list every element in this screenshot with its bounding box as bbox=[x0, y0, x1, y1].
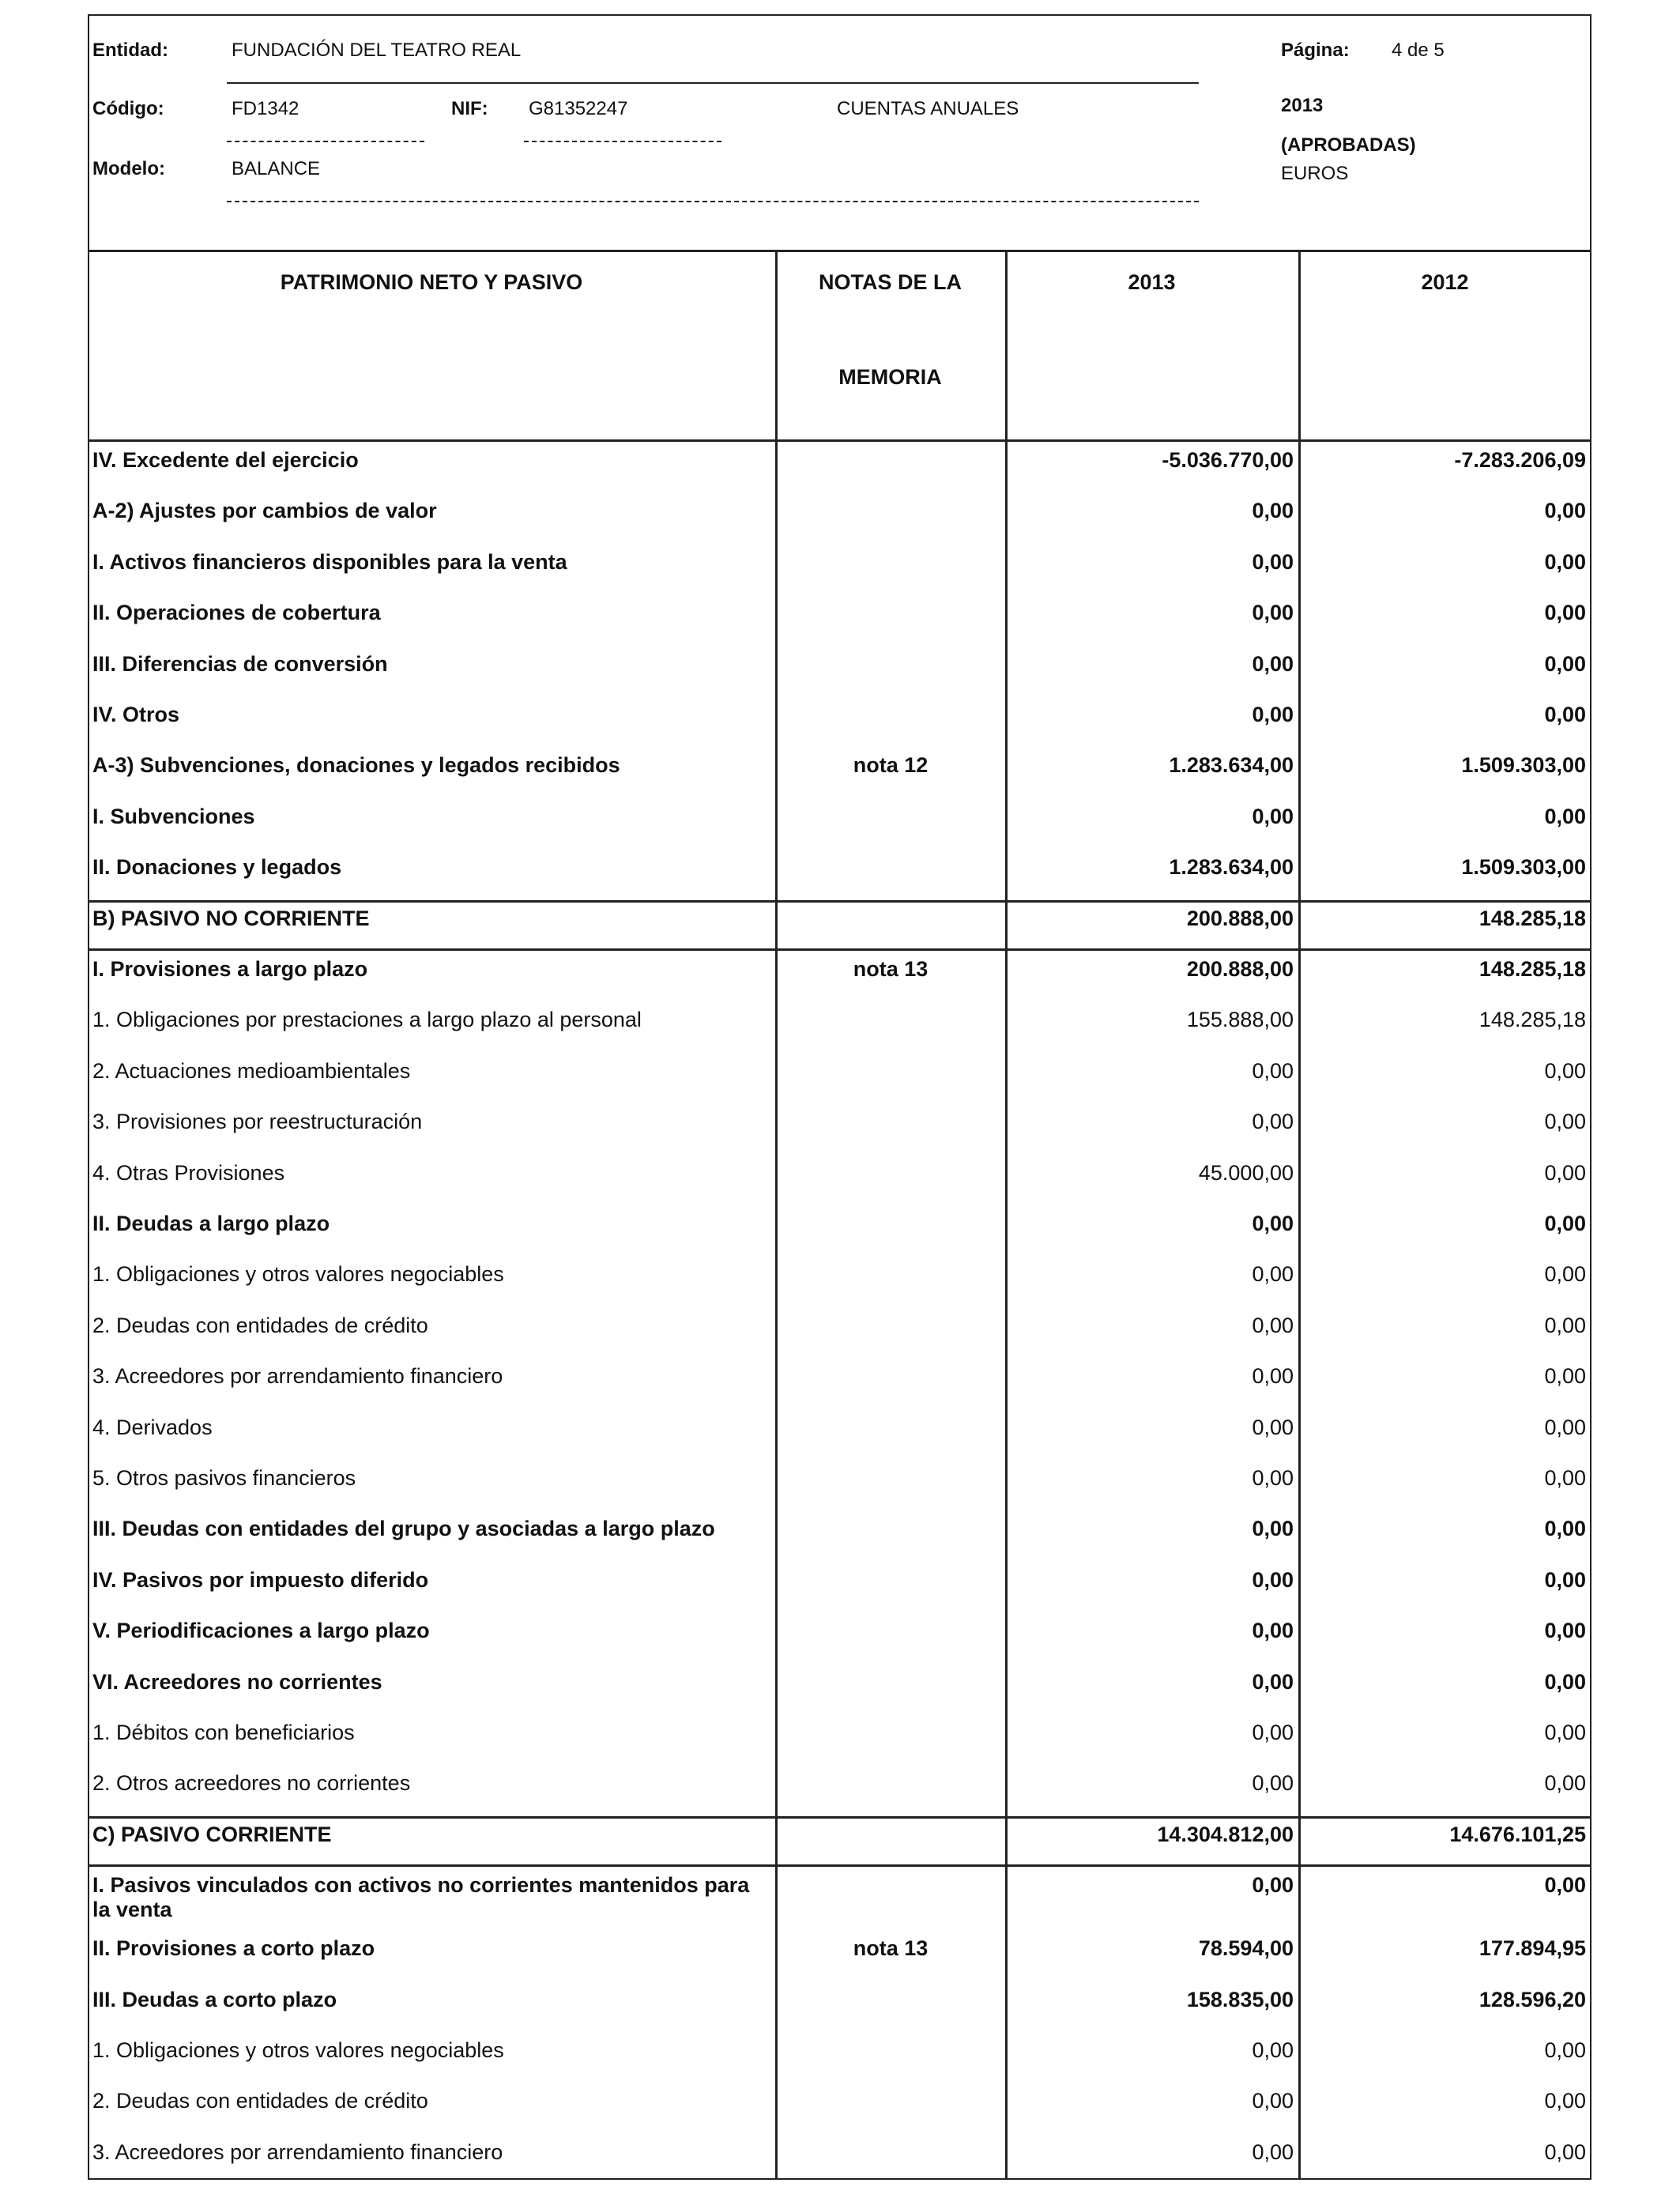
row-value-2012: 0,00 bbox=[1544, 2038, 1586, 2062]
table-row bbox=[88, 1205, 1591, 1256]
table-row bbox=[88, 2134, 1591, 2185]
row-value-2012: 0,00 bbox=[1544, 1669, 1586, 1694]
row-label: 2. Otros acreedores no corrientes bbox=[92, 1771, 411, 1796]
table-row bbox=[88, 1510, 1591, 1561]
table-row bbox=[88, 1612, 1591, 1663]
table-row bbox=[88, 1001, 1591, 1052]
row-value-2012: 177.894,95 bbox=[1478, 1936, 1586, 1961]
row-value-2012: 0,00 bbox=[1544, 804, 1586, 828]
row-label: C) PASIVO CORRIENTE bbox=[92, 1822, 332, 1846]
row-value-2012: 0,00 bbox=[1544, 2139, 1586, 2164]
row-note: nota 12 bbox=[853, 753, 929, 778]
row-label: A-3) Subvenciones, donaciones y legados recibidos bbox=[92, 753, 620, 778]
row-label: 3. Provisiones por reestructuración bbox=[92, 1110, 423, 1134]
row-label: 1. Obligaciones y otros valores negociables bbox=[92, 1262, 504, 1287]
row-label: IV. Pasivos por impuesto diferido bbox=[92, 1567, 429, 1592]
row-label: 3. Acreedores por arrendamiento financiero bbox=[92, 2139, 503, 2164]
table-row bbox=[88, 798, 1591, 849]
row-value-2012: 128.596,20 bbox=[1478, 1987, 1586, 2011]
table-row bbox=[88, 2083, 1591, 2133]
row-value-2013: 200.888,00 bbox=[1186, 906, 1294, 930]
table-row bbox=[88, 747, 1591, 797]
row-value-2013: 0,00 bbox=[1252, 2038, 1294, 2062]
entidad-value: FUNDACIÓN DEL TEATRO REAL bbox=[232, 40, 522, 61]
row-value-2013: 0,00 bbox=[1252, 1619, 1294, 1643]
row-value-2013: 0,00 bbox=[1252, 1721, 1294, 1744]
row-label: IV. Excedente del ejercicio bbox=[92, 448, 359, 472]
row-value-2013: 0,00 bbox=[1252, 703, 1294, 726]
row-label: II. Deudas a largo plazo bbox=[92, 1212, 330, 1235]
row-value-2012: 0,00 bbox=[1544, 499, 1586, 523]
table-row bbox=[88, 1409, 1591, 1460]
aprobadas-label: (APROBADAS) bbox=[1281, 134, 1416, 156]
modelo-label: Modelo: bbox=[92, 158, 165, 179]
table-row bbox=[88, 1256, 1591, 1306]
row-label: 3. Acreedores por arrendamiento financiero bbox=[92, 1364, 503, 1389]
table-row bbox=[88, 1562, 1591, 1612]
row-value-2012: 0,00 bbox=[1544, 1058, 1586, 1083]
row-value-2013: 14.304.812,00 bbox=[1157, 1822, 1294, 1846]
row-value-2012: 148.285,18 bbox=[1478, 906, 1586, 930]
row-value-2013: 0,00 bbox=[1252, 804, 1294, 828]
codigo-underline bbox=[227, 141, 424, 142]
row-value-2012: 0,00 bbox=[1544, 1110, 1586, 1134]
pagina-label: Página: bbox=[1281, 40, 1350, 61]
row-label: A-2) Ajustes por cambios de valor bbox=[92, 499, 437, 523]
row-value-2012: 1.509.303,00 bbox=[1461, 753, 1586, 778]
row-value-2013: 0,00 bbox=[1252, 549, 1294, 574]
table-row bbox=[88, 900, 1591, 951]
table-row bbox=[88, 1103, 1591, 1154]
row-label: IV. Otros bbox=[92, 703, 180, 726]
table-row bbox=[88, 544, 1591, 594]
row-label: 2. Deudas con entidades de crédito bbox=[92, 2089, 428, 2113]
row-value-2013: 0,00 bbox=[1252, 1262, 1294, 1287]
row-label: II. Operaciones de cobertura bbox=[92, 601, 381, 625]
col-header-2012: 2012 bbox=[1421, 270, 1469, 294]
row-value-2012: 0,00 bbox=[1544, 1567, 1586, 1592]
row-value-2013: 0,00 bbox=[1252, 1313, 1294, 1337]
row-value-2013: 0,00 bbox=[1252, 1567, 1294, 1592]
row-note: nota 13 bbox=[853, 1936, 929, 1961]
row-label: III. Deudas a corto plazo bbox=[92, 1987, 337, 2011]
row-value-2012: 0,00 bbox=[1544, 601, 1586, 625]
table-row bbox=[88, 1867, 1591, 1930]
row-value-2013: 0,00 bbox=[1252, 1110, 1294, 1134]
row-value-2013: 0,00 bbox=[1252, 499, 1294, 523]
row-label: 2. Deudas con entidades de crédito bbox=[92, 1313, 428, 1337]
row-value-2012: 0,00 bbox=[1544, 1212, 1586, 1235]
row-value-2012: 0,00 bbox=[1544, 1262, 1586, 1287]
table-row bbox=[88, 1816, 1591, 1867]
row-value-2012: -7.283.206,09 bbox=[1454, 448, 1586, 472]
row-value-2013: 0,00 bbox=[1252, 1415, 1294, 1439]
table-row bbox=[88, 1930, 1591, 1981]
col-header-notes-line2: MEMORIA bbox=[838, 365, 942, 389]
table-row bbox=[88, 492, 1591, 543]
row-value-2012: 0,00 bbox=[1544, 549, 1586, 574]
row-value-2012: 0,00 bbox=[1544, 1415, 1586, 1439]
table-row bbox=[88, 1358, 1591, 1408]
table-row bbox=[88, 1460, 1591, 1510]
entidad-underline bbox=[227, 82, 1199, 84]
table-header bbox=[88, 251, 1591, 441]
row-value-2012: 0,00 bbox=[1544, 1873, 1586, 1898]
row-value-2012: 0,00 bbox=[1544, 1364, 1586, 1389]
row-label: III. Diferencias de conversión bbox=[92, 651, 388, 676]
row-value-2012: 148.285,18 bbox=[1478, 957, 1586, 981]
row-value-2013: 200.888,00 bbox=[1186, 957, 1294, 981]
row-value-2013: 0,00 bbox=[1252, 2089, 1294, 2113]
row-value-2013: 158.835,00 bbox=[1186, 1987, 1294, 2011]
table-row bbox=[88, 1714, 1591, 1765]
row-label: 1. Obligaciones y otros valores negociables bbox=[92, 2038, 504, 2062]
row-value-2013: -5.036.770,00 bbox=[1162, 448, 1294, 472]
nif-underline bbox=[524, 141, 721, 142]
row-value-2013: 0,00 bbox=[1252, 1771, 1294, 1796]
table-row bbox=[88, 1155, 1591, 1205]
row-label: B) PASIVO NO CORRIENTE bbox=[92, 906, 370, 930]
row-value-2013: 0,00 bbox=[1252, 1873, 1294, 1898]
row-value-2012: 0,00 bbox=[1544, 1619, 1586, 1643]
row-value-2013: 0,00 bbox=[1252, 2139, 1294, 2164]
row-label: III. Deudas con entidades del grupo y asociadas a largo plazo bbox=[92, 1517, 715, 1541]
row-label: 4. Derivados bbox=[92, 1415, 213, 1439]
currency-label: EUROS bbox=[1281, 163, 1349, 184]
row-label: 4. Otras Provisiones bbox=[92, 1160, 285, 1185]
modelo-underline bbox=[227, 201, 1199, 202]
row-value-2012: 0,00 bbox=[1544, 1517, 1586, 1541]
row-value-2013: 78.594,00 bbox=[1198, 1936, 1294, 1961]
nif-label: NIF: bbox=[451, 98, 488, 119]
row-value-2012: 0,00 bbox=[1544, 1313, 1586, 1337]
row-label: VI. Acreedores no corrientes bbox=[92, 1669, 382, 1694]
balance-sheet-page bbox=[88, 14, 1591, 2180]
table-row bbox=[88, 646, 1591, 696]
row-value-2013: 0,00 bbox=[1252, 1669, 1294, 1694]
row-note: nota 13 bbox=[853, 957, 929, 981]
col-header-notes-line1: NOTAS DE LA bbox=[819, 270, 962, 294]
codigo-label: Código: bbox=[92, 98, 164, 119]
row-value-2012: 0,00 bbox=[1544, 2089, 1586, 2113]
row-label: I. Provisiones a largo plazo bbox=[92, 957, 368, 981]
row-value-2012: 14.676.101,25 bbox=[1449, 1822, 1586, 1846]
row-label: I. Activos financieros disponibles para la venta bbox=[92, 549, 567, 574]
table-row bbox=[88, 442, 1591, 492]
row-label: 5. Otros pasivos financieros bbox=[92, 1466, 356, 1490]
row-value-2012: 0,00 bbox=[1544, 1160, 1586, 1185]
row-label: V. Periodificaciones a largo plazo bbox=[92, 1619, 430, 1643]
row-label: I. Subvenciones bbox=[92, 804, 255, 828]
entidad-label: Entidad: bbox=[92, 40, 168, 61]
table-row bbox=[88, 594, 1591, 645]
modelo-value: BALANCE bbox=[232, 158, 321, 179]
table-row bbox=[88, 951, 1591, 1001]
row-value-2012: 1.509.303,00 bbox=[1461, 855, 1586, 880]
row-label: II. Donaciones y legados bbox=[92, 855, 342, 880]
cuentas-anuales-label: CUENTAS ANUALES bbox=[837, 98, 1019, 119]
table-row bbox=[88, 2032, 1591, 2083]
row-value-2012: 0,00 bbox=[1544, 1771, 1586, 1796]
row-value-2012: 0,00 bbox=[1544, 703, 1586, 726]
row-value-2012: 0,00 bbox=[1544, 1466, 1586, 1490]
table-row bbox=[88, 1765, 1591, 1815]
row-value-2012: 148.285,18 bbox=[1478, 1008, 1586, 1032]
row-value-2013: 0,00 bbox=[1252, 651, 1294, 676]
row-value-2013: 0,00 bbox=[1252, 1364, 1294, 1389]
row-value-2013: 0,00 bbox=[1252, 1058, 1294, 1083]
row-label: 1. Obligaciones por prestaciones a largo plazo al personal bbox=[92, 1008, 642, 1032]
row-value-2013: 155.888,00 bbox=[1186, 1008, 1294, 1032]
table-row bbox=[88, 1053, 1591, 1103]
col-header-2013: 2013 bbox=[1128, 270, 1176, 294]
row-value-2012: 0,00 bbox=[1544, 1721, 1586, 1744]
row-value-2013: 1.283.634,00 bbox=[1169, 753, 1294, 778]
row-value-2012: 0,00 bbox=[1544, 651, 1586, 676]
row-label: 2. Actuaciones medioambientales bbox=[92, 1058, 411, 1083]
row-value-2013: 0,00 bbox=[1252, 601, 1294, 625]
row-value-2013: 0,00 bbox=[1252, 1466, 1294, 1490]
nif-value: G81352247 bbox=[529, 98, 628, 119]
row-value-2013: 45.000,00 bbox=[1198, 1160, 1294, 1185]
table-row bbox=[88, 849, 1591, 899]
pagina-value: 4 de 5 bbox=[1392, 40, 1445, 61]
row-value-2013: 0,00 bbox=[1252, 1212, 1294, 1235]
table-row bbox=[88, 1981, 1591, 2032]
row-label: 1. Débitos con beneficiarios bbox=[92, 1721, 355, 1744]
row-value-2013: 1.283.634,00 bbox=[1169, 855, 1294, 880]
col-header-concept: PATRIMONIO NETO Y PASIVO bbox=[280, 270, 583, 294]
year-label: 2013 bbox=[1281, 95, 1324, 116]
row-label: II. Provisiones a corto plazo bbox=[92, 1936, 375, 1961]
table-row bbox=[88, 1664, 1591, 1714]
table-row bbox=[88, 696, 1591, 747]
row-value-2013: 0,00 bbox=[1252, 1517, 1294, 1541]
row-label: I. Pasivos vinculados con activos no corrientes mantenidos para la venta bbox=[92, 1873, 750, 1922]
table-row bbox=[88, 1307, 1591, 1358]
codigo-value: FD1342 bbox=[232, 98, 299, 119]
